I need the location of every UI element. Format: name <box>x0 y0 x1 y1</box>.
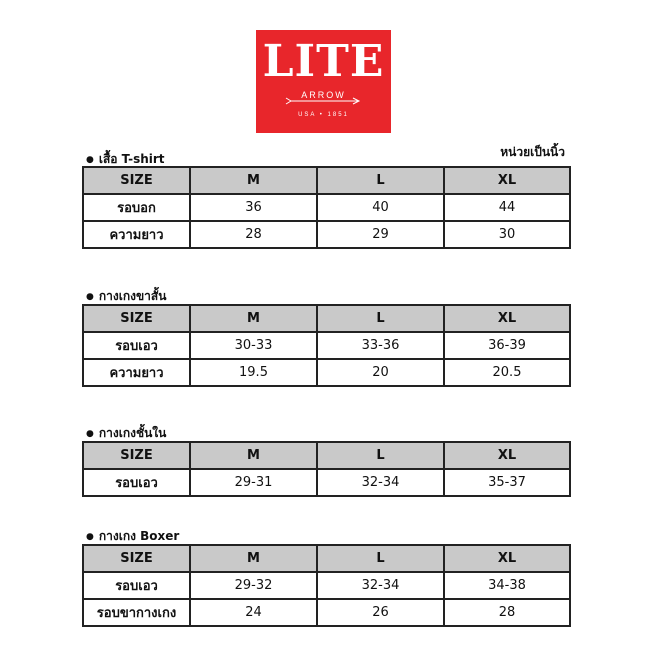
cell-l: 29 <box>317 221 444 248</box>
header-m: M <box>190 545 317 572</box>
header-m: M <box>190 167 317 194</box>
section-title-tshirt: ● เสื้อ T-shirt <box>86 152 165 166</box>
cell-m: 29-32 <box>190 572 317 599</box>
cell-l: 40 <box>317 194 444 221</box>
arrow-icon <box>284 96 364 106</box>
unit-note: หน่วยเป็นนิ้ว <box>500 145 565 159</box>
header-l: L <box>317 545 444 572</box>
table-row <box>83 221 570 248</box>
header-size: SIZE <box>83 167 190 194</box>
cell-l: 32-34 <box>317 572 444 599</box>
cell-xl: 28 <box>444 599 570 626</box>
section-title-boxer: ● กางเกง Boxer <box>86 529 180 543</box>
brand-logo <box>256 30 391 133</box>
header-xl: XL <box>444 442 570 469</box>
logo-tagline: USA • 1851 <box>298 112 349 118</box>
row-label: ความยาว <box>83 359 190 386</box>
cell-m: 29-31 <box>190 469 317 496</box>
bullet-icon: ● <box>86 532 94 542</box>
cell-m: 30-33 <box>190 332 317 359</box>
cell-m: 19.5 <box>190 359 317 386</box>
section-title-underwear: ● กางเกงชั้นใน <box>86 426 167 440</box>
table-header-row <box>83 442 570 469</box>
table-row <box>83 359 570 386</box>
cell-xl: 44 <box>444 194 570 221</box>
size-table-shorts <box>82 304 571 387</box>
row-label: รอบเอว <box>83 572 190 599</box>
header-l: L <box>317 442 444 469</box>
cell-xl: 30 <box>444 221 570 248</box>
logo-wordmark: LITE <box>262 36 385 87</box>
cell-l: 20 <box>317 359 444 386</box>
cell-m: 28 <box>190 221 317 248</box>
table-header-row <box>83 305 570 332</box>
cell-m: 24 <box>190 599 317 626</box>
row-label: ความยาว <box>83 221 190 248</box>
table-header-row <box>83 167 570 194</box>
logo-subtitle: ARROW <box>301 90 346 100</box>
header-size: SIZE <box>83 442 190 469</box>
header-size: SIZE <box>83 545 190 572</box>
table-row <box>83 469 570 496</box>
cell-l: 26 <box>317 599 444 626</box>
cell-m: 36 <box>190 194 317 221</box>
table-row <box>83 194 570 221</box>
header-xl: XL <box>444 545 570 572</box>
cell-l: 32-34 <box>317 469 444 496</box>
cell-l: 33-36 <box>317 332 444 359</box>
header-l: L <box>317 167 444 194</box>
header-size: SIZE <box>83 305 190 332</box>
header-l: L <box>317 305 444 332</box>
size-table-boxer <box>82 544 571 627</box>
section-title-shorts: ● กางเกงขาสั้น <box>86 289 167 303</box>
cell-xl: 20.5 <box>444 359 570 386</box>
header-m: M <box>190 442 317 469</box>
cell-xl: 36-39 <box>444 332 570 359</box>
table-row <box>83 332 570 359</box>
header-xl: XL <box>444 167 570 194</box>
table-row <box>83 572 570 599</box>
bullet-icon: ● <box>86 429 94 439</box>
row-label: รอบเอว <box>83 332 190 359</box>
bullet-icon: ● <box>86 292 94 302</box>
cell-xl: 34-38 <box>444 572 570 599</box>
cell-xl: 35-37 <box>444 469 570 496</box>
size-table-underwear <box>82 441 571 497</box>
header-m: M <box>190 305 317 332</box>
bullet-icon: ● <box>86 155 94 165</box>
table-row <box>83 599 570 626</box>
header-xl: XL <box>444 305 570 332</box>
row-label: รอบขากางเกง <box>83 599 190 626</box>
row-label: รอบอก <box>83 194 190 221</box>
row-label: รอบเอว <box>83 469 190 496</box>
size-table-tshirt <box>82 166 571 249</box>
table-header-row <box>83 545 570 572</box>
